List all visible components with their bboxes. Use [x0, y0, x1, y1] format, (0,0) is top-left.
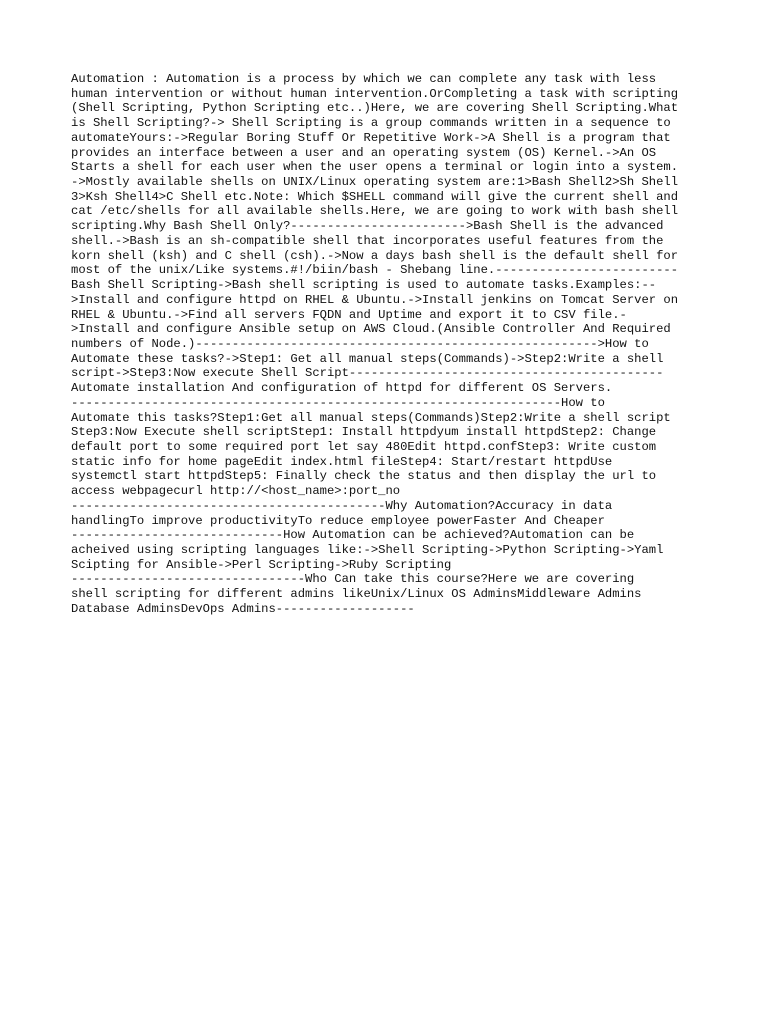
text-line: Step3:Now Execute shell scriptStep1: Install httpdyum install httpdStep2: Change	[71, 425, 657, 440]
text-line: numbers of Node.)------------------------------------------------------->How to	[71, 336, 649, 351]
document-body	[71, 72, 701, 617]
text-line: RHEL & Ubuntu.->Find all servers FQDN and Uptime and export it to CSV file.-	[71, 307, 627, 322]
text-line: -------------------------------------------Why Automation?Accuracy in data	[71, 498, 613, 513]
text-line: is Shell Scripting?-> Shell Scripting is a group commands written in a sequence to	[71, 116, 671, 131]
text-line: systemctl start httpdStep5: Finally check the status and then display the url to	[71, 469, 657, 484]
text-line: (Shell Scripting, Python Scripting etc..)Here, we are covering Shell Scripting.What	[71, 101, 679, 116]
text-line: human intervention or without human intervention.OrCompleting a task with scripting	[71, 86, 679, 101]
text-line: -------------------------------------------------------------------How to	[71, 395, 605, 410]
text-line: scripting.Why Bash Shell Only?------------------------>Bash Shell is the advanced	[71, 219, 664, 234]
text-line: Automation : Automation is a process by which we can complete any task with less	[71, 72, 657, 86]
text-line: script->Step3:Now execute Shell Script-------------------------------------------	[71, 366, 664, 381]
text-line: cat /etc/shells for all available shells.Here, we are going to work with bash shell	[71, 204, 679, 219]
text-line: Scipting for Ansible->Perl Scripting->Ruby Scripting	[71, 557, 452, 572]
text-line: --------------------------------Who Can take this course?Here we are covering	[71, 572, 635, 587]
text-line: ->Mostly available shells on UNIX/Linux operating system are:1>Bash Shell2>Sh Shell	[71, 175, 679, 190]
text-line: most of the unix/Like systems.#!/biin/bash - Shebang line.-------------------------	[71, 263, 679, 278]
text-line: korn shell (ksh) and C shell (csh).->Now a days bash shell is the default shell for	[71, 248, 679, 263]
text-line: static info for home pageEdit index.html fileStep4: Start/restart httpdUse	[71, 454, 613, 469]
text-line: -----------------------------How Automation can be achieved?Automation can be	[71, 528, 635, 543]
text-line: Bash Shell Scripting->Bash shell scripting is used to automate tasks.Examples:--	[71, 278, 657, 293]
text-line: Automate installation And configuration of httpd for different OS Servers.	[71, 381, 613, 396]
text-line: >Install and configure Ansible setup on AWS Cloud.(Ansible Controller And Required	[71, 322, 671, 337]
text-line: automateYours:->Regular Boring Stuff Or Repetitive Work->A Shell is a program that	[71, 130, 671, 145]
text-line: Automate this tasks?Step1:Get all manual steps(Commands)Step2:Write a shell script	[71, 410, 671, 425]
text-line: handlingTo improve productivityTo reduce employee powerFaster And Cheaper	[71, 513, 605, 528]
text-line: Starts a shell for each user when the user opens a terminal or login into a system.	[71, 160, 679, 175]
text-line: access webpagecurl http://<host_name>:port_no	[71, 484, 401, 499]
text-line: acheived using scripting languages like:->Shell Scripting->Python Scripting->Yaml	[71, 543, 664, 557]
text-line: default port to some required port let say 480Edit httpd.confStep3: Write custom	[71, 439, 657, 454]
text-line: provides an interface between a user and an operating system (OS) Kernel.->An OS	[71, 145, 657, 160]
text-line: Database AdminsDevOps Admins-------------------	[71, 601, 415, 616]
text-line: >Install and configure httpd on RHEL & Ubuntu.->Install jenkins on Tomcat Server on	[71, 292, 679, 307]
text-line: shell scripting for different admins likeUnix/Linux OS AdminsMiddleware Admins	[71, 587, 642, 602]
text-line: Automate these tasks?->Step1: Get all manual steps(Commands)->Step2:Write a shell	[71, 351, 664, 366]
text-line: shell.->Bash is an sh-compatible shell that incorporates useful features from the	[71, 233, 664, 248]
text-line: 3>Ksh Shell4>C Shell etc.Note: Which $SHELL command will give the current shell and	[71, 189, 679, 204]
